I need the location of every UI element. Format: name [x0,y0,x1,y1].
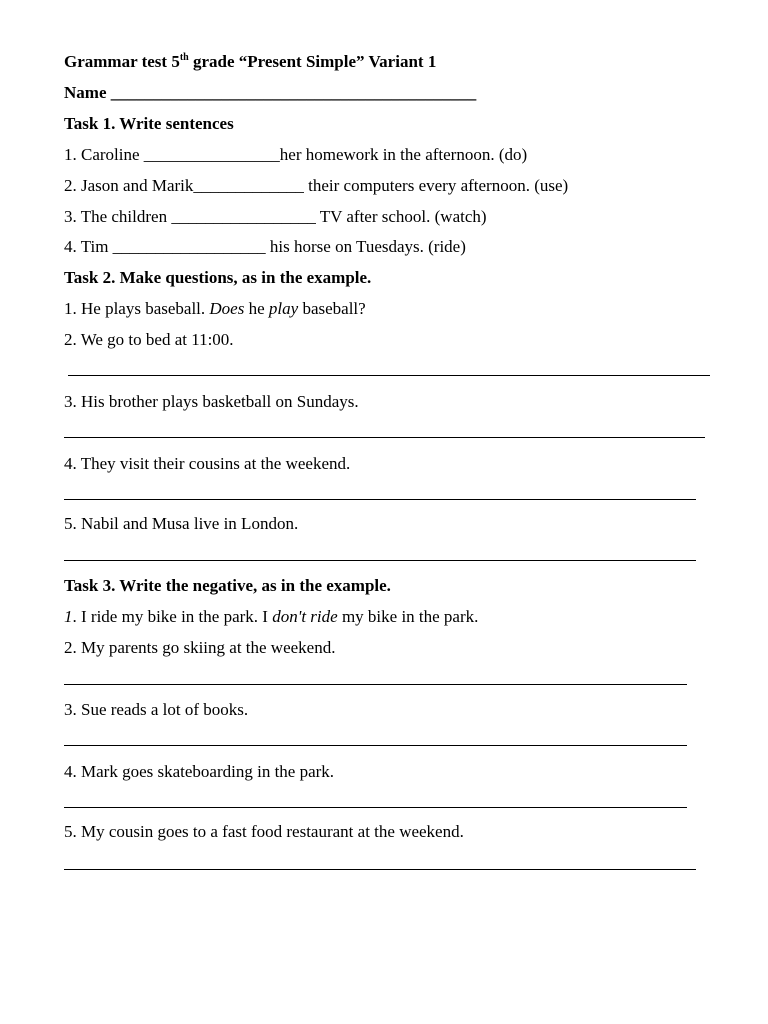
task2-item-2: 2. We go to bed at 11:00. [64,330,234,349]
task3-item-2: 2. My parents go skiing at the weekend. [64,638,336,657]
page-title: Grammar test 5th grade “Present Simple” Variant 1 [64,52,437,71]
task2-item-5: 5. Nabil and Musa live in London. [64,514,299,533]
task2-heading: Task 2. Make questions, as in the example. [64,268,372,287]
task1-item-2: 2. Jason and Marik_____________ their computers every afternoon. (use) [64,176,569,195]
task3-item-3: 3. Sue reads a lot of books. [64,700,249,719]
task2-answer-line-3 [64,437,705,438]
task3-heading: Task 3. Write the negative, as in the example. [64,576,391,595]
task1-heading: Task 1. Write sentences [64,114,234,133]
task2-item-3: 3. His brother plays basketball on Sundays. [64,392,359,411]
task3-answer-line-2 [64,684,687,685]
task2-example: 1. He plays baseball. Does he play baseball? [64,299,366,318]
task3-item-5: 5. My cousin goes to a fast food restaurant at the weekend. [64,822,464,841]
task3-item-4: 4. Mark goes skateboarding in the park. [64,762,335,781]
task3-answer-line-5 [64,869,696,870]
task2-answer-line-2 [68,375,710,376]
task2-item-4: 4. They visit their cousins at the weekend. [64,454,351,473]
task1-item-1: 1. Caroline ________________her homework in the afternoon. (do) [64,145,528,164]
name-field-line: Name ___________________________________________ [64,83,477,102]
task3-answer-line-3 [64,745,687,746]
task1-item-4: 4. Tim __________________ his horse on Tuesdays. (ride) [64,237,466,256]
task1-item-3: 3. The children _________________ TV after school. (watch) [64,207,487,226]
task3-answer-line-4 [64,807,687,808]
task2-answer-line-4 [64,499,696,500]
task3-example: 1. I ride my bike in the park. I don't ride my bike in the park. [64,607,479,626]
task2-answer-line-5 [64,560,696,561]
